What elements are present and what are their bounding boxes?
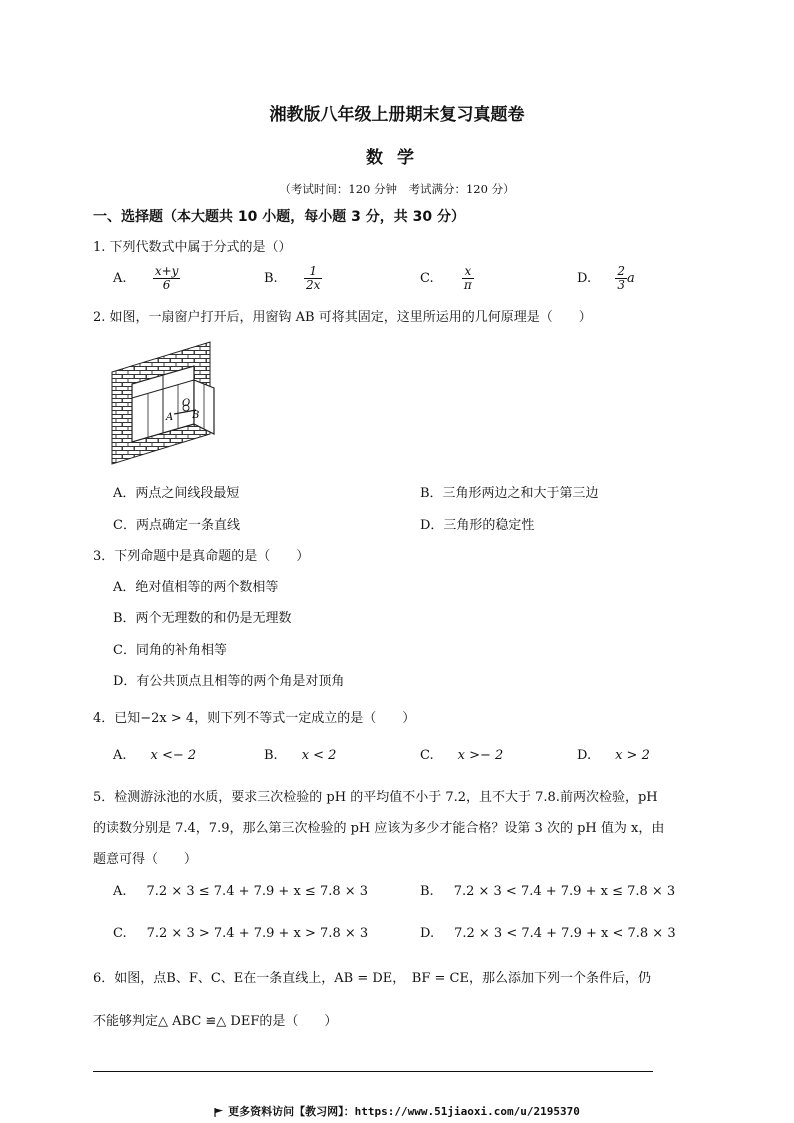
question-2-option-a: A．两点之间线段最短 <box>113 486 240 501</box>
option-label: B. <box>264 271 278 286</box>
footer-link[interactable] <box>0 1103 794 1119</box>
question-1-stem: 1. 下列代数式中属于分式的是（） <box>93 240 292 255</box>
fraction: $\frac{1}{2x}$ <box>305 264 321 292</box>
window-figure <box>110 338 220 468</box>
question-5-option-b: B. 7.2 × 3 < 7.4 + 7.9 + x ≤ 7.8 × 3 <box>420 884 676 899</box>
question-6-line-2: 不能够判定△ ABC ≌△ DEF的是（ ） <box>93 1014 338 1029</box>
question-4-option-d: D. x > 2 <box>577 748 650 763</box>
question-2-option-d: D．三角形的稳定性 <box>420 518 535 533</box>
option-label: D. <box>577 271 592 286</box>
fraction: $\frac{x+y}{6}$ <box>154 264 179 292</box>
fraction: $\frac{2}{3}$ <box>617 264 626 292</box>
question-1-option-b <box>264 265 322 292</box>
question-3-option-b: B．两个无理数的和仍是无理数 <box>113 611 292 626</box>
subject-title: 数学 <box>366 148 428 168</box>
fraction: $\frac{x}{\pi}$ <box>463 264 472 292</box>
flag-icon <box>214 1108 224 1117</box>
question-5-option-a: A. 7.2 × 3 ≤ 7.4 + 7.9 + x ≤ 7.8 × 3 <box>113 884 369 899</box>
question-5-option-d: D. 7.2 × 3 < 7.4 + 7.9 + x < 7.8 × 3 <box>420 926 676 941</box>
question-1-option-c <box>420 265 474 292</box>
footer-text: 更多资料访问【教习网】：https://www.51jiaoxi.com/u/2195370 <box>228 1105 580 1118</box>
question-1-option-a <box>113 265 180 292</box>
question-6-line-1: 6．如图，点B、F、C、E在一条直线上，AB = DE， BF = CE，那么添加下列一个条件后，仍 <box>93 971 651 986</box>
question-5-line-2: 的读数分别是 7.4，7.9，那么第三次检验的 pH 应该为多少才能合格？设第 3 次的 pH 值为 x，由 <box>93 821 665 836</box>
question-5-option-c: C. 7.2 × 3 > 7.4 + 7.9 + x > 7.8 × 3 <box>113 926 369 941</box>
question-3-option-c: C．同角的补角相等 <box>113 643 227 658</box>
option-label: C. <box>420 271 434 286</box>
figure-label-a: A <box>166 412 174 423</box>
paper-title: 湘教版八年级上册期末复习真题卷 <box>269 105 525 125</box>
question-2-option-b: B．三角形两边之和大于第三边 <box>420 486 599 501</box>
footer-divider <box>93 1071 653 1072</box>
question-1-option-d: D. $\frac{2}{3}$ a <box>577 264 635 292</box>
option-label: A. <box>113 271 127 286</box>
figure-label-b: B <box>192 410 200 421</box>
question-2-option-c: C．两点确定一条直线 <box>113 518 240 533</box>
question-3-stem: 3．下列命题中是真命题的是（ ） <box>93 549 310 564</box>
question-3-option-d: D．有公共顶点且相等的两个角是对顶角 <box>113 674 345 689</box>
question-4-stem: 4．已知−2x > 4，则下列不等式一定成立的是（ ） <box>93 711 416 726</box>
question-3-option-a: A．绝对值相等的两个数相等 <box>113 580 279 595</box>
question-4-option-b: B. x < 2 <box>264 748 337 763</box>
question-4-option-a: A. x <− 2 <box>113 748 197 763</box>
question-5-line-1: 5．检测游泳池的水质，要求三次检验的 pH 的平均值不小于 7.2，且不大于 7.8.前两次检验，pH <box>93 790 658 805</box>
question-5-line-3: 题意可得（ ） <box>93 852 198 867</box>
question-4-option-c: C. x >− 2 <box>420 748 504 763</box>
figure-label-o: O <box>182 398 191 409</box>
question-2-stem: 2. 如图，一扇窗户打开后，用窗钩 AB 可将其固定，这里所运用的几何原理是（ ） <box>93 310 592 325</box>
exam-info: （考试时间：120 分钟 考试满分：120 分） <box>279 182 515 196</box>
section-heading: 一、选择题（本大题共 10 小题，每小题 3 分，共 30 分） <box>93 209 465 225</box>
